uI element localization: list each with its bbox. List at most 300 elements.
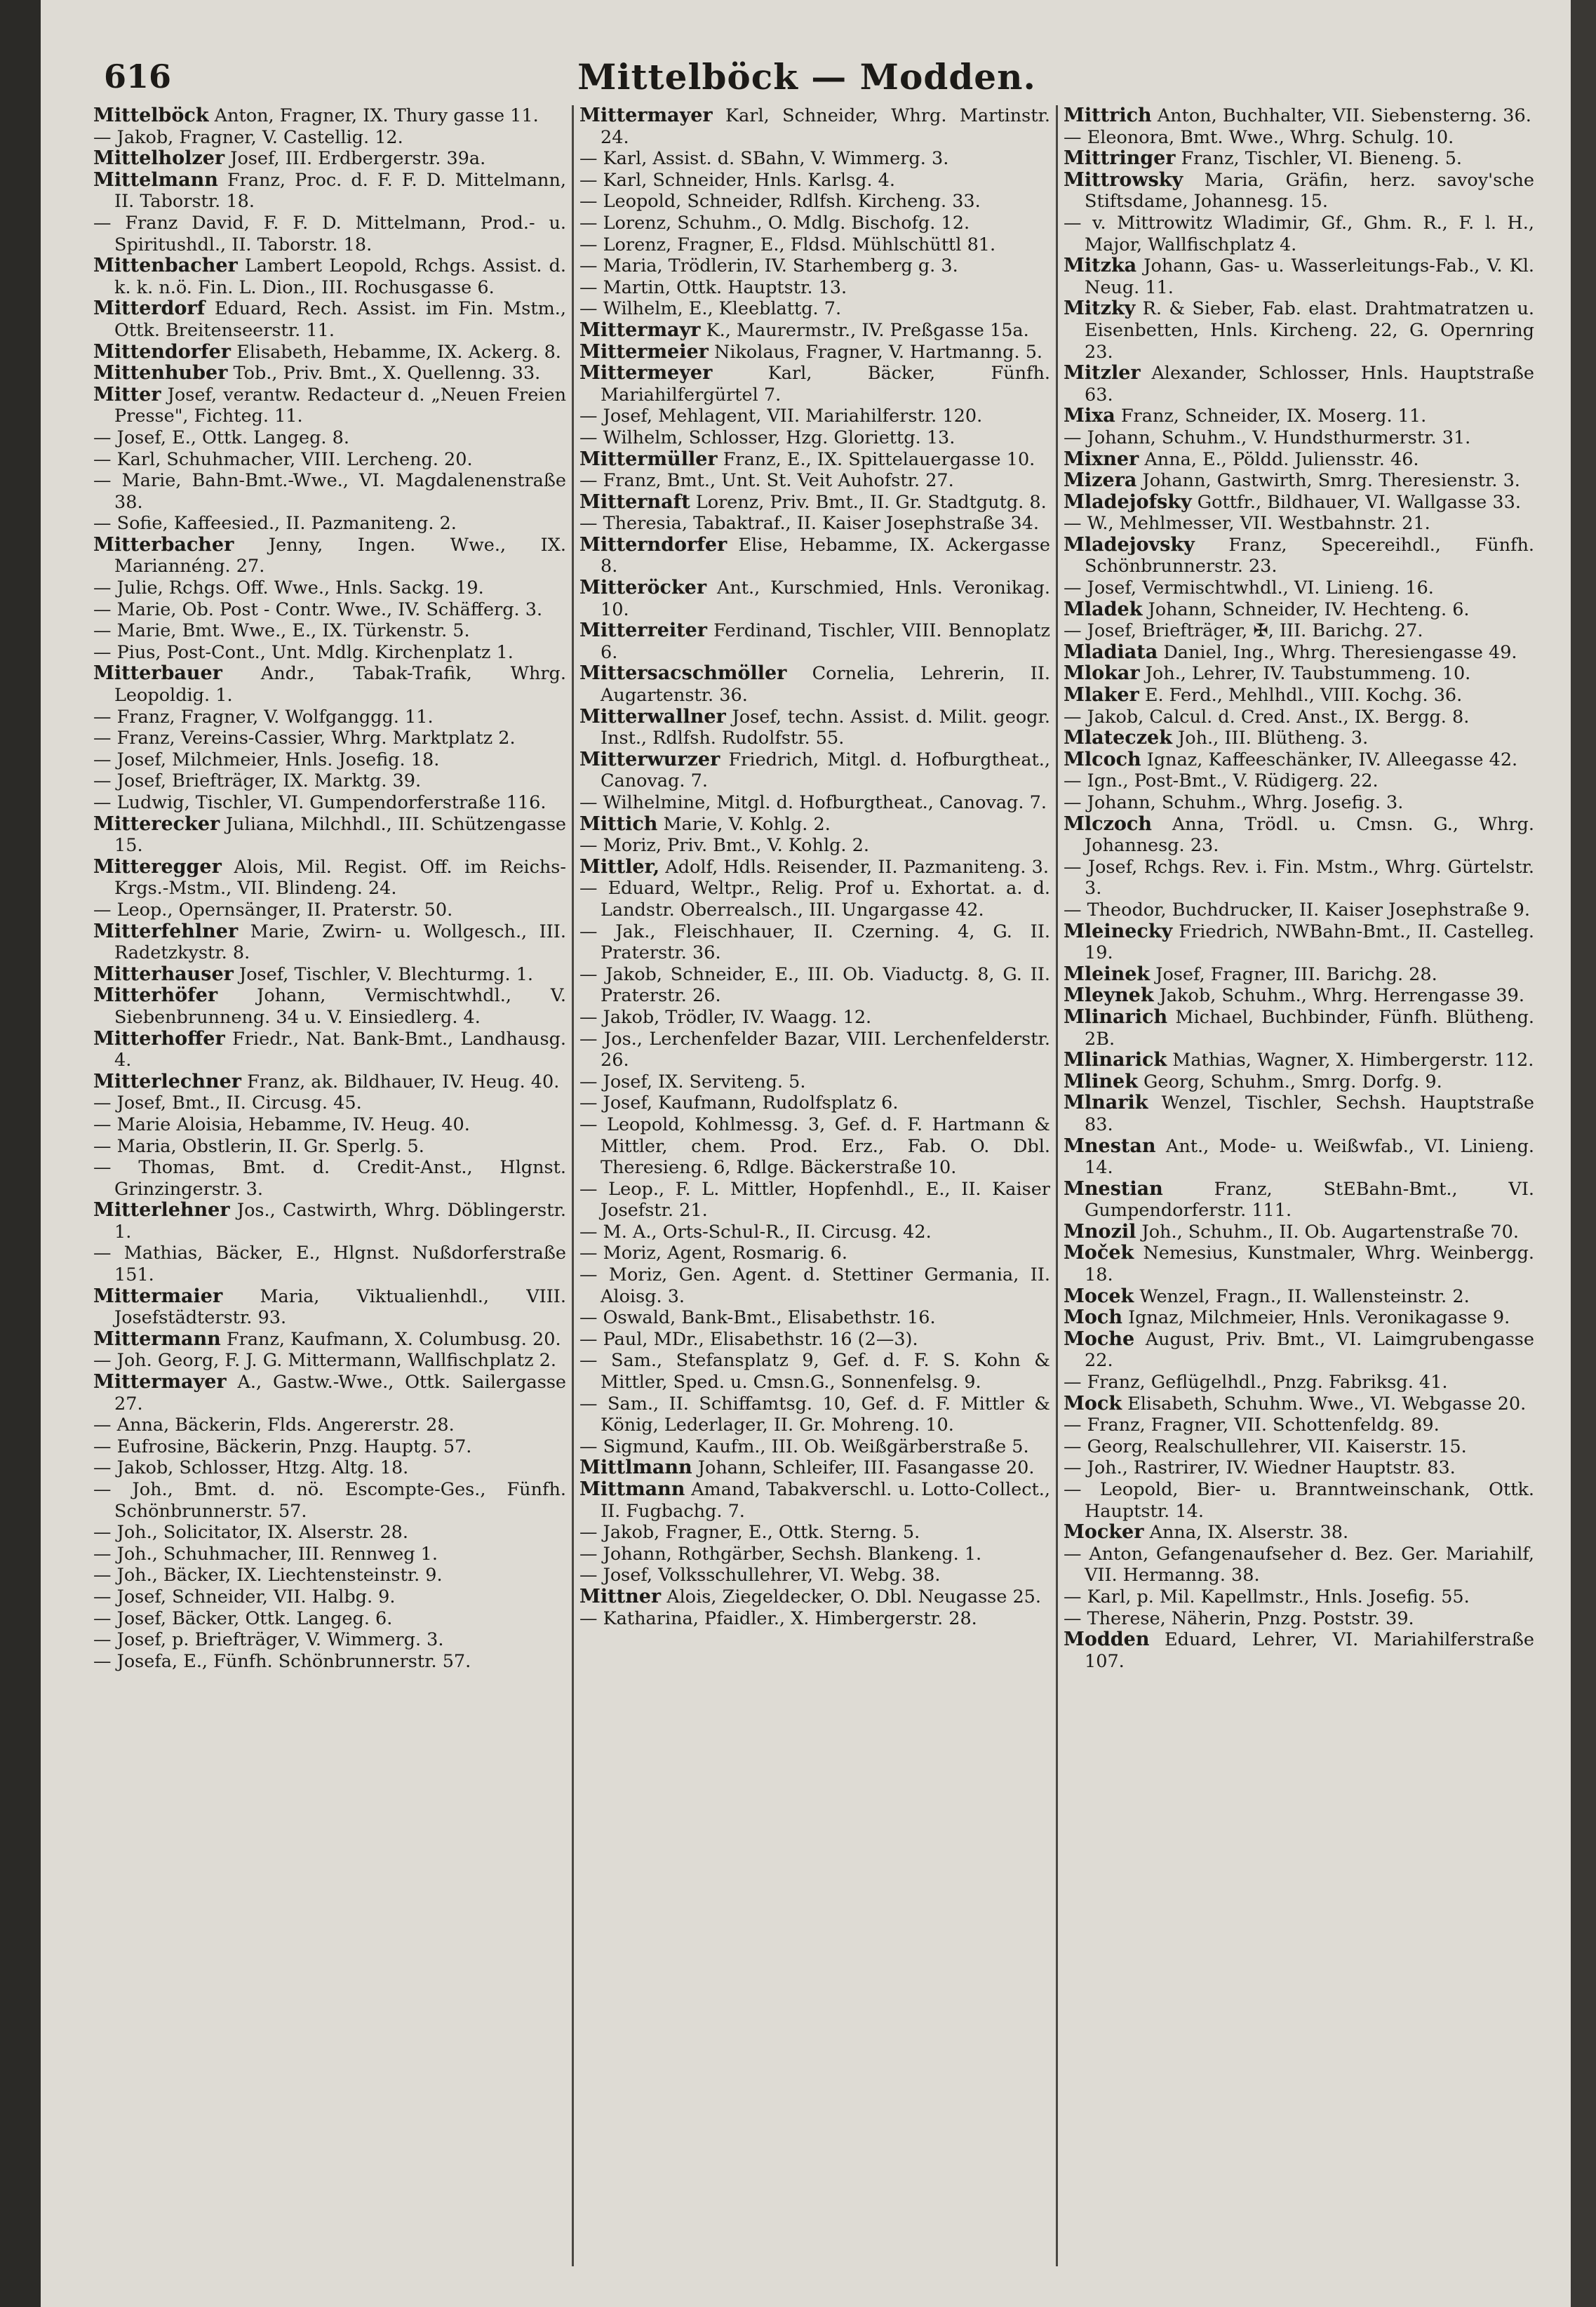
entry-surname: Mittermeier bbox=[579, 340, 709, 363]
directory-entry bbox=[93, 1479, 566, 1522]
entry-details: Ignaz, Milchmeier, Hnls. Veronikagasse 9. bbox=[1122, 1307, 1510, 1329]
entry-details: — Moriz, Priv. Bmt., V. Kohlg. 2. bbox=[579, 835, 869, 857]
entry-surname: Mlcoch bbox=[1064, 748, 1141, 770]
entry-details: Andr., Tabak-Trafik, Whrg. Leopoldig. 1. bbox=[114, 663, 566, 707]
directory-entry bbox=[1064, 105, 1534, 127]
entry-details: Maria, Gräfin, herz. savoy'sche Stiftsdame, Johannesg. 15. bbox=[1085, 169, 1534, 213]
directory-entry bbox=[93, 900, 566, 921]
directory-entry bbox=[579, 1029, 1050, 1071]
entry-details: — Katharina, Pfaidler., X. Himbergerstr. 28. bbox=[579, 1607, 977, 1629]
directory-entry bbox=[579, 1071, 1050, 1093]
entry-surname: Mittermayr bbox=[579, 319, 701, 341]
entry-details: — Maria, Trödlerin, IV. Starhemberg g. 3. bbox=[579, 255, 958, 277]
entry-surname: Mitterbacher bbox=[93, 533, 234, 556]
entry-details: — Karl, Schneider, Hnls. Karlsg. 4. bbox=[579, 169, 895, 191]
directory-entry bbox=[93, 642, 566, 664]
entry-details: — Paul, MDr., Elisabethstr. 16 (2—3). bbox=[579, 1328, 918, 1350]
entry-details: — Josef, E., Ottk. Langeg. 8. bbox=[93, 427, 349, 448]
directory-columns bbox=[88, 105, 1540, 2266]
entry-details: Franz, Proc. d. F. F. D. Mittelmann, II. Taborstr. 18. bbox=[114, 169, 566, 213]
entry-surname: Mixa bbox=[1064, 405, 1115, 427]
entry-surname: Mittermann bbox=[93, 1328, 221, 1350]
entry-details: — Eduard, Weltpr., Relig. Prof u. Exhortat. a. d. Landstr. Oberrealsch., III. Ungargasse 42. bbox=[579, 878, 1050, 921]
directory-entry bbox=[1064, 1544, 1534, 1586]
entry-details: — Josef, Briefträger, ✠, III. Barichg. 27. bbox=[1064, 620, 1423, 642]
entry-details: Karl, Schneider, Whrg. Martinstr. 24. bbox=[601, 105, 1050, 148]
directory-entry bbox=[1064, 707, 1534, 728]
directory-entry bbox=[579, 1092, 1050, 1114]
directory-entry bbox=[93, 213, 566, 255]
entry-surname: Mitterreiter bbox=[579, 620, 708, 642]
directory-entry bbox=[579, 1393, 1050, 1436]
entry-details: Ant., Mode- u. Weißwfab., VI. Linieng. 14. bbox=[1085, 1135, 1534, 1179]
directory-entry bbox=[93, 749, 566, 771]
entry-details: Anna, IX. Alserstr. 38. bbox=[1144, 1522, 1349, 1544]
entry-details: — Marie, Bmt. Wwe., E., IX. Türkenstr. 5. bbox=[93, 620, 470, 642]
directory-entry bbox=[93, 1629, 566, 1651]
entry-surname: Mitterndorfer bbox=[579, 533, 727, 556]
directory-entry bbox=[1064, 964, 1534, 986]
entry-details: Cornelia, Lehrerin, II. Augartenstr. 36. bbox=[601, 663, 1050, 707]
entry-details: — Jak., Fleischhauer, II. Czerning. 4, G. II. Praterstr. 36. bbox=[579, 921, 1050, 964]
entry-surname: Mock bbox=[1064, 1392, 1122, 1415]
directory-entry bbox=[1064, 814, 1534, 857]
entry-details: Johann, Gastwirth, Smrg. Theresienstr. 3. bbox=[1136, 470, 1520, 492]
page-number: 616 bbox=[104, 58, 172, 95]
directory-entry bbox=[93, 1565, 566, 1586]
entry-surname: Mittelmann bbox=[93, 168, 218, 191]
directory-entry bbox=[93, 363, 566, 384]
entry-details: — Sam., II. Schiffamtsg. 10, Gef. d. F. Mittler & König, Lederlager, II. Gr. Mohreng. 10. bbox=[579, 1393, 1050, 1436]
directory-entry bbox=[1064, 1071, 1534, 1093]
entry-details: — Georg, Realschullehrer, VII. Kaiserstr. 15. bbox=[1064, 1436, 1467, 1457]
entry-details: Josef, Tischler, V. Blechturmg. 1. bbox=[233, 963, 534, 985]
entry-surname: Mnestian bbox=[1064, 1177, 1163, 1200]
directory-entry bbox=[579, 792, 1050, 814]
entry-details: — W., Mehlmesser, VII. Westbahnstr. 21. bbox=[1064, 513, 1430, 535]
directory-entry bbox=[579, 707, 1050, 749]
entry-surname: Mladejovsky bbox=[1064, 533, 1195, 556]
directory-entry bbox=[1064, 148, 1534, 170]
directory-entry bbox=[579, 1544, 1050, 1565]
directory-entry bbox=[579, 1222, 1050, 1243]
entry-details: — Jakob, Schneider, E., III. Ob. Viaductg. 8, G. II. Praterstr. 26. bbox=[579, 963, 1050, 1007]
directory-entry bbox=[579, 620, 1050, 663]
entry-details: — Josef, Milchmeier, Hnls. Josefig. 18. bbox=[93, 749, 440, 770]
entry-surname: Moch bbox=[1064, 1306, 1122, 1329]
directory-entry bbox=[1064, 749, 1534, 771]
directory-entry bbox=[1064, 1393, 1534, 1415]
entry-details: Tob., Priv. Bmt., X. Quellenng. 33. bbox=[227, 363, 541, 384]
directory-entry bbox=[93, 1436, 566, 1458]
directory-entry bbox=[93, 1457, 566, 1479]
entry-surname: Mitterhoffer bbox=[93, 1027, 225, 1050]
entry-details: Franz, Specereihdl., Fünfh. Schönbrunnerstr. 23. bbox=[1085, 534, 1534, 577]
entry-details: — Jos., Lerchenfelder Bazar, VIII. Lerchenfelderstr. 26. bbox=[579, 1028, 1050, 1071]
entry-details: Ant., Kurschmied, Hnls. Veronikag. 10. bbox=[601, 577, 1050, 620]
entry-surname: Mittner bbox=[579, 1585, 662, 1607]
entry-details: Anton, Fragner, IX. Thury gasse 11. bbox=[208, 105, 539, 126]
entry-details: — Johann, Schuhm., V. Hundsthurmerstr. 31. bbox=[1064, 427, 1471, 448]
entry-details: Wenzel, Tischler, Sechsh. Hauptstraße 83. bbox=[1085, 1092, 1534, 1135]
entry-surname: Mitterecker bbox=[93, 813, 220, 835]
entry-details: Alois, Mil. Regist. Off. im Reichs-Krgs.-Mstm., VII. Blindeng. 24. bbox=[114, 856, 566, 900]
directory-entry bbox=[93, 728, 566, 749]
directory-entry bbox=[1064, 1243, 1534, 1285]
directory-entry bbox=[579, 1479, 1050, 1522]
directory-entry bbox=[579, 427, 1050, 449]
entry-details: — Leopold, Kohlmessg. 3, Gef. d. F. Hartmann & Mittler, chem. Prod. Erz., Fab. O. Dbl. Theresieng. 6, Rdlge. Bäckerstraße 10. bbox=[579, 1114, 1050, 1179]
directory-entry bbox=[579, 1114, 1050, 1179]
entry-details: Friedrich, Mitgl. d. Hofburgtheat., Canovag. 7. bbox=[601, 749, 1050, 792]
directory-entry bbox=[1064, 298, 1534, 363]
entry-surname: Mocker bbox=[1064, 1521, 1144, 1544]
directory-entry bbox=[1064, 1608, 1534, 1630]
entry-surname: Mittringer bbox=[1064, 147, 1176, 170]
entry-details: — Jakob, Schlosser, Htzg. Altg. 18. bbox=[93, 1457, 409, 1479]
entry-details: Georg, Schuhm., Smrg. Dorfg. 9. bbox=[1137, 1071, 1442, 1092]
entry-details: Josef, Fragner, III. Barichg. 28. bbox=[1150, 963, 1437, 985]
entry-details: — Mathias, Bäcker, E., Hlgnst. Nußdorferstraße 151. bbox=[93, 1243, 566, 1286]
directory-entry bbox=[1064, 1307, 1534, 1329]
directory-entry bbox=[1064, 406, 1534, 427]
entry-details: Franz, E., IX. Spittelauergasse 10. bbox=[717, 448, 1035, 470]
directory-entry bbox=[93, 470, 566, 513]
entry-details: Karl, Bäcker, Fünfh. Mariahilfergürtel 7. bbox=[601, 363, 1050, 406]
entry-details: Daniel, Ing., Whrg. Theresiengasse 49. bbox=[1158, 641, 1517, 663]
entry-details: Jakob, Schuhm., Whrg. Herrengasse 39. bbox=[1153, 985, 1524, 1007]
entry-surname: Mitterdorf bbox=[93, 297, 206, 320]
directory-entry bbox=[1064, 492, 1534, 514]
entry-surname: Mitteregger bbox=[93, 855, 222, 878]
entry-details: A., Gastw.-Wwe., Ottk. Sailergasse 27. bbox=[114, 1372, 566, 1415]
entry-surname: Mittersacschmöller bbox=[579, 662, 787, 685]
directory-entry bbox=[93, 599, 566, 621]
directory-entry bbox=[1064, 1436, 1534, 1458]
entry-surname: Mittmann bbox=[579, 1478, 685, 1500]
entry-details: Joh., III. Blütheng. 3. bbox=[1172, 728, 1369, 749]
directory-entry bbox=[1064, 127, 1534, 149]
entry-surname: Mitternaft bbox=[579, 490, 690, 513]
entry-details: — Joh. Georg, F. J. G. Mittermann, Wallfischplatz 2. bbox=[93, 1350, 556, 1372]
entry-surname: Mitzler bbox=[1064, 362, 1141, 384]
entry-details: — Lorenz, Fragner, E., Fldsd. Mühlschüttl 81. bbox=[579, 234, 996, 255]
entry-details: Anton, Buchhalter, VII. Siebensterng. 36. bbox=[1151, 105, 1531, 126]
entry-details: Friedrich, NWBahn-Bmt., II. Castelleg. 19. bbox=[1085, 921, 1534, 964]
directory-entry bbox=[93, 620, 566, 642]
entry-details: Franz, Schneider, IX. Moserg. 11. bbox=[1115, 406, 1427, 427]
entry-details: Adolf, Hdls. Reisender, II. Pazmaniteng. 3. bbox=[659, 856, 1049, 878]
entry-surname: Mittelholzer bbox=[93, 147, 225, 170]
directory-entry bbox=[579, 814, 1050, 836]
entry-details: Mathias, Wagner, X. Himbergerstr. 112. bbox=[1167, 1050, 1534, 1071]
directory-entry bbox=[579, 878, 1050, 921]
entry-surname: Mlaker bbox=[1064, 684, 1139, 707]
entry-surname: Mittermaier bbox=[93, 1285, 223, 1307]
entry-surname: Mocek bbox=[1064, 1285, 1134, 1307]
directory-entry bbox=[579, 170, 1050, 192]
directory-entry bbox=[93, 105, 566, 127]
directory-entry bbox=[93, 342, 566, 363]
directory-entry bbox=[579, 835, 1050, 857]
directory-entry bbox=[579, 342, 1050, 363]
directory-entry bbox=[579, 1264, 1050, 1307]
entry-details: Josef, verantw. Redacteur d. „Neuen Freien Presse", Fichteg. 11. bbox=[114, 384, 566, 427]
directory-entry bbox=[579, 1586, 1050, 1608]
entry-details: — Wilhelm, Schlosser, Hzg. Gloriettg. 13. bbox=[579, 427, 955, 448]
entry-details: Wenzel, Fragn., II. Wallensteinstr. 2. bbox=[1134, 1285, 1470, 1307]
entry-details: — Anna, Bäckerin, Flds. Angererstr. 28. bbox=[93, 1415, 455, 1436]
entry-details: Joh., Lehrer, IV. Taubstummeng. 10. bbox=[1139, 663, 1471, 685]
entry-details: Lorenz, Priv. Bmt., II. Gr. Stadtgutg. 8. bbox=[690, 491, 1047, 513]
entry-details: — Eleonora, Bmt. Wwe., Whrg. Schulg. 10. bbox=[1064, 126, 1454, 148]
directory-entry bbox=[1064, 1329, 1534, 1372]
entry-details: — Sam., Stefansplatz 9, Gef. d. F. S. Kohn & Mittler, Sped. u. Cmsn.G., Sonnenfelsg. 9. bbox=[579, 1350, 1050, 1393]
entry-details: Maria, Viktualienhdl., VIII. Josefstädterstr. 93. bbox=[114, 1285, 566, 1329]
entry-details: — Joh., Bmt. d. nö. Escompte-Ges., Fünfh. Schönbrunnerstr. 57. bbox=[93, 1479, 566, 1522]
entry-surname: Mixner bbox=[1064, 448, 1139, 470]
directory-entry bbox=[93, 770, 566, 792]
entry-surname: Mitterwurzer bbox=[579, 748, 720, 770]
entry-surname: Mladejofsky bbox=[1064, 490, 1192, 513]
directory-entry bbox=[93, 1136, 566, 1158]
entry-details: Franz, StEBahn-Bmt., VI. Gumpendorferstr. 111. bbox=[1085, 1178, 1534, 1222]
directory-entry bbox=[93, 1157, 566, 1200]
entry-details: Johann, Schleifer, III. Fasangasse 20. bbox=[692, 1457, 1035, 1479]
entry-surname: Mittelböck bbox=[93, 105, 209, 126]
directory-entry bbox=[93, 1329, 566, 1351]
entry-surname: Mitzka bbox=[1064, 255, 1137, 277]
entry-details: Jos., Castwirth, Whrg. Döblingerstr. 1. bbox=[114, 1200, 566, 1243]
entry-details: — Sofie, Kaffeesied., II. Pazmaniteng. 2. bbox=[93, 513, 457, 535]
directory-entry bbox=[1064, 921, 1534, 964]
directory-entry bbox=[93, 1350, 566, 1372]
directory-entry bbox=[93, 663, 566, 706]
entry-details: — Joh., Schuhmacher, III. Rennweg 1. bbox=[93, 1543, 438, 1565]
directory-entry bbox=[579, 535, 1050, 577]
directory-entry bbox=[1064, 577, 1534, 599]
directory-entry bbox=[1064, 985, 1534, 1007]
directory-entry bbox=[93, 513, 566, 535]
directory-entry bbox=[93, 707, 566, 728]
directory-entry bbox=[1064, 363, 1534, 406]
directory-entry bbox=[579, 964, 1050, 1007]
directory-entry bbox=[93, 255, 566, 298]
entry-details: — Johann, Schuhm., Whrg. Josefig. 3. bbox=[1064, 792, 1404, 813]
entry-details: — Josef, IX. Serviteng. 5. bbox=[579, 1071, 806, 1092]
entry-details: — Marie Aloisia, Hebamme, IV. Heug. 40. bbox=[93, 1114, 470, 1135]
directory-entry bbox=[93, 170, 566, 213]
entry-details: Friedr., Nat. Bank-Bmt., Landhausg. 4. bbox=[114, 1028, 566, 1071]
entry-details: — Jakob, Trödler, IV. Waagg. 12. bbox=[579, 1006, 872, 1028]
directory-entry bbox=[1064, 770, 1534, 792]
entry-details: — Oswald, Bank-Bmt., Elisabethstr. 16. bbox=[579, 1307, 936, 1329]
entry-surname: Moček bbox=[1064, 1242, 1134, 1264]
entry-details: — Josef, Rchgs. Rev. i. Fin. Mstm., Whrg. Gürtelstr. 3. bbox=[1064, 856, 1534, 900]
entry-details: — Josef, p. Briefträger, V. Wimmerg. 3. bbox=[93, 1629, 444, 1651]
entry-details: Elisabeth, Schuhm. Wwe., VI. Webgasse 20. bbox=[1122, 1393, 1527, 1415]
entry-surname: Mitterhöfer bbox=[93, 984, 218, 1007]
directory-entry bbox=[579, 577, 1050, 620]
entry-details: Ferdinand, Tischler, VIII. Bennoplatz 6. bbox=[601, 620, 1050, 663]
directory-entry bbox=[1064, 255, 1534, 298]
directory-entry bbox=[579, 449, 1050, 471]
entry-details: — Josef, Kaufmann, Rudolfsplatz 6. bbox=[579, 1092, 899, 1114]
directory-entry bbox=[1064, 1007, 1534, 1050]
entry-details: — Maria, Obstlerin, II. Gr. Sperlg. 5. bbox=[93, 1135, 424, 1157]
entry-surname: Mlateczek bbox=[1064, 727, 1172, 749]
directory-entry bbox=[1064, 1479, 1534, 1522]
entry-details: Eduard, Rech. Assist. im Fin. Mstm., Ottk. Breitenseerstr. 11. bbox=[114, 298, 566, 341]
directory-entry bbox=[93, 1092, 566, 1114]
directory-entry bbox=[579, 363, 1050, 406]
directory-entry bbox=[93, 1586, 566, 1608]
entry-details: Amand, Tabakverschl. u. Lotto-Collect., II. Fugbachg. 7. bbox=[601, 1479, 1050, 1522]
entry-details: — Ign., Post-Bmt., V. Rüdigerg. 22. bbox=[1064, 770, 1379, 792]
directory-entry bbox=[93, 127, 566, 149]
entry-details: R. & Sieber, Fab. elast. Drahtmatratzen u. Eisenbetten, Hnls. Kircheng. 22, G. Opernring 23. bbox=[1085, 298, 1534, 363]
entry-details: — v. Mittrowitz Wladimir, Gf., Ghm. R., F. l. H., Major, Wallfischplatz 4. bbox=[1064, 212, 1534, 255]
directory-entry bbox=[579, 406, 1050, 427]
directory-entry bbox=[93, 1608, 566, 1630]
entry-details: Alois, Ziegeldecker, O. Dbl. Neugasse 25. bbox=[661, 1586, 1042, 1607]
directory-entry bbox=[93, 964, 566, 986]
directory-entry bbox=[1064, 449, 1534, 471]
entry-details: August, Priv. Bmt., VI. Laimgrubengasse 22. bbox=[1085, 1328, 1534, 1372]
directory-entry bbox=[1064, 1415, 1534, 1436]
entry-details: K., Maurermstr., IV. Preßgasse 15a. bbox=[700, 319, 1029, 341]
directory-entry bbox=[579, 148, 1050, 170]
entry-surname: Mittrowsky bbox=[1064, 168, 1183, 191]
entry-details: Alexander, Schlosser, Hnls. Hauptstraße 63. bbox=[1085, 363, 1534, 406]
directory-entry bbox=[579, 1007, 1050, 1029]
entry-details: Josef, techn. Assist. d. Milit. geogr. Inst., Rdlfsh. Rudolfstr. 55. bbox=[601, 706, 1050, 749]
entry-surname: Mlokar bbox=[1064, 662, 1140, 685]
entry-surname: Mittendorfer bbox=[93, 340, 232, 363]
directory-entry bbox=[1064, 1629, 1534, 1672]
entry-surname: Mitterlehner bbox=[93, 1199, 230, 1222]
directory-entry bbox=[579, 1350, 1050, 1393]
directory-entry bbox=[93, 1200, 566, 1243]
directory-entry bbox=[93, 148, 566, 170]
entry-details: — Martin, Ottk. Hauptstr. 13. bbox=[579, 276, 847, 298]
entry-details: — Marie, Bahn-Bmt.-Wwe., VI. Magdalenenstraße 38. bbox=[93, 470, 566, 513]
entry-details: — Leop., F. L. Mittler, Hopfenhdl., E., II. Kaiser Josefstr. 21. bbox=[579, 1178, 1050, 1222]
directory-entry bbox=[93, 1286, 566, 1329]
entry-surname: Mleinek bbox=[1064, 963, 1151, 985]
entry-surname: Mlinek bbox=[1064, 1070, 1138, 1092]
entry-details: Nikolaus, Fragner, V. Hartmanng. 5. bbox=[708, 341, 1043, 363]
directory-entry bbox=[1064, 1136, 1534, 1179]
entry-surname: Mittenhuber bbox=[93, 362, 228, 384]
entry-details: — Pius, Post-Cont., Unt. Mdlg. Kirchenplatz 1. bbox=[93, 641, 514, 663]
entry-details: Anna, E., Pöldd. Juliensstr. 46. bbox=[1139, 448, 1419, 470]
directory-entry bbox=[93, 985, 566, 1028]
directory-entry bbox=[93, 1651, 566, 1673]
entry-surname: Mittlmann bbox=[579, 1457, 692, 1479]
entry-details: — Franz, Fragner, V. Wolfganggg. 11. bbox=[93, 706, 434, 728]
entry-details: — Jakob, Fragner, E., Ottk. Sterng. 5. bbox=[579, 1522, 920, 1544]
directory-entry bbox=[1064, 535, 1534, 577]
entry-details: Johann, Schneider, IV. Hechteng. 6. bbox=[1142, 599, 1470, 620]
directory-entry bbox=[579, 749, 1050, 792]
entry-details: Eduard, Lehrer, VI. Mariahilferstraße 107. bbox=[1085, 1629, 1534, 1672]
entry-details: — Karl, p. Mil. Kapellmstr., Hnls. Josefig. 55. bbox=[1064, 1586, 1470, 1607]
directory-entry bbox=[579, 234, 1050, 256]
directory-entry bbox=[1064, 1222, 1534, 1243]
directory-entry bbox=[1064, 470, 1534, 492]
entry-details: Jenny, Ingen. Wwe., IX. Mariannéng. 27. bbox=[114, 534, 566, 577]
entry-details: — M. A., Orts-Schul-R., II. Circusg. 42. bbox=[579, 1221, 932, 1243]
directory-entry bbox=[579, 470, 1050, 492]
entry-surname: Moche bbox=[1064, 1328, 1135, 1350]
directory-entry bbox=[1064, 792, 1534, 814]
entry-details: Elisabeth, Hebamme, IX. Ackerg. 8. bbox=[231, 341, 561, 363]
entry-details: — Sigmund, Kaufm., III. Ob. Weißgärberstraße 5. bbox=[579, 1436, 1029, 1457]
entry-details: Juliana, Milchhdl., III. Schützengasse 15. bbox=[114, 813, 566, 857]
directory-entry bbox=[93, 1243, 566, 1285]
directory-entry bbox=[579, 513, 1050, 535]
directory-entry bbox=[579, 857, 1050, 878]
directory-entry bbox=[1064, 1092, 1534, 1135]
directory-entry bbox=[93, 1071, 566, 1093]
directory-entry bbox=[93, 1522, 566, 1544]
entry-details: — Josef, Vermischtwhdl., VI. Linieng. 16. bbox=[1064, 577, 1434, 599]
entry-details: Josef, III. Erdbergerstr. 39a. bbox=[224, 148, 486, 170]
page-title: Mittelböck — Modden. bbox=[577, 56, 1036, 98]
directory-entry bbox=[1064, 1586, 1534, 1608]
entry-details: — Josefa, E., Fünfh. Schönbrunnerstr. 57. bbox=[93, 1650, 471, 1672]
directory-entry bbox=[579, 1307, 1050, 1329]
directory-entry bbox=[93, 427, 566, 449]
entry-surname: Mitterlechner bbox=[93, 1070, 242, 1092]
entry-details: — Leopold, Schneider, Rdlfsh. Kircheng. 33. bbox=[579, 191, 981, 213]
entry-surname: Mittler, bbox=[579, 855, 660, 878]
entry-details: Johann, Gas- u. Wasserleitungs-Fab., V. Kl. Neug. 11. bbox=[1085, 255, 1534, 298]
directory-entry bbox=[1064, 1050, 1534, 1071]
directory-entry bbox=[579, 1522, 1050, 1544]
directory-entry bbox=[1064, 170, 1534, 213]
directory-entry bbox=[579, 1436, 1050, 1458]
entry-details: — Josef, Briefträger, IX. Marktg. 39. bbox=[93, 770, 422, 792]
directory-entry bbox=[93, 384, 566, 427]
entry-details: — Theodor, Buchdrucker, II. Kaiser Josephstraße 9. bbox=[1064, 899, 1531, 921]
entry-details: Franz, Tischler, VI. Bieneng. 5. bbox=[1175, 148, 1463, 170]
entry-details: — Moriz, Gen. Agent. d. Stettiner Germania, II. Aloisg. 3. bbox=[579, 1264, 1050, 1307]
entry-details: Anna, Trödl. u. Cmsn. G., Whrg. Johannesg. 23. bbox=[1085, 813, 1534, 857]
directory-entry bbox=[1064, 427, 1534, 449]
entry-details: — Johann, Rothgärber, Sechsh. Blankeng. 1. bbox=[579, 1543, 982, 1565]
directory-entry bbox=[93, 792, 566, 814]
directory-entry bbox=[579, 191, 1050, 213]
entry-surname: Mladiata bbox=[1064, 641, 1158, 663]
entry-surname: Mitteröcker bbox=[579, 577, 707, 599]
directory-entry bbox=[93, 577, 566, 599]
entry-surname: Mittenbacher bbox=[93, 255, 238, 277]
entry-details: — Franz David, F. F. D. Mittelmann, Prod.- u. Spiritushdl., II. Taborstr. 18. bbox=[93, 212, 566, 255]
directory-entry bbox=[579, 1565, 1050, 1586]
directory-entry bbox=[579, 492, 1050, 514]
directory-entry bbox=[579, 298, 1050, 320]
entry-details: — Therese, Näherin, Pnzg. Poststr. 39. bbox=[1064, 1607, 1414, 1629]
entry-details: — Josef, Bmt., II. Circusg. 45. bbox=[93, 1092, 362, 1114]
entry-details: — Franz, Bmt., Unt. St. Veit Auhofstr. 27. bbox=[579, 470, 954, 492]
entry-surname: Mleinecky bbox=[1064, 920, 1173, 942]
directory-entry bbox=[579, 663, 1050, 706]
directory-entry bbox=[93, 1544, 566, 1565]
entry-details: Gottfr., Bildhauer, VI. Wallgasse 33. bbox=[1191, 491, 1521, 513]
column-2 bbox=[572, 105, 1056, 2266]
